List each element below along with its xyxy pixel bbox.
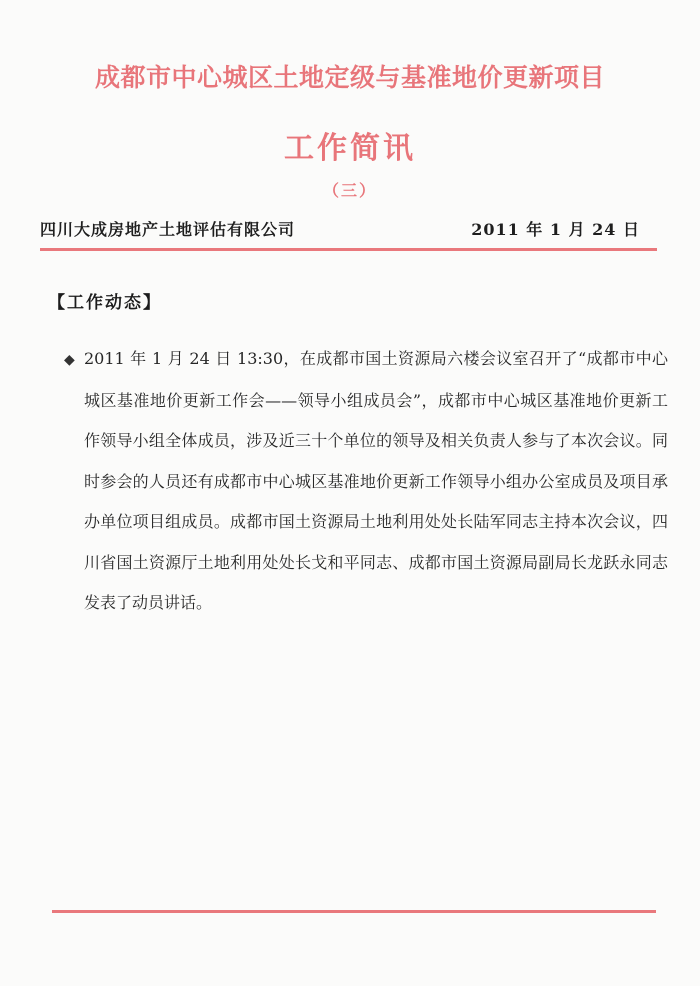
diamond-bullet-icon: ◆ [64,352,75,368]
footer-divider [52,910,656,913]
bulletin-title: 工作简讯 [284,131,416,166]
section-heading: 【工作动态】 [48,293,162,313]
issue-number: （三） [322,181,377,200]
masthead-meta [40,217,660,243]
company-name: 四川大成房地产土地评估有限公司 [40,220,296,239]
issue-date: 2011 年 1 月 24 日 [471,220,640,239]
news-text: 2011 年 1 月 24 日 13:30，在成都市国土资源局六楼会议室召开了“成都市中心城区基准地价更新工作会——领导小组成员会”，成都市中心城区基准地价更新工作领导小组全体成员，涉及近三十个单位的领导及相关负责人参与了本次会议。同时参会的人员还有成都市中心城区基准地价更新工作领导小组办公室成员及项目承办单位项目组成员。成都市国土资源局土地利用处处长陆军同志主持本次会议，四川省国土资源厅土地利用处处长戈和平同志、成都市国土资源局副局长龙跃永同志发表了动员讲话。 [84,349,668,612]
news-paragraph [64,339,668,624]
header-divider [40,248,657,251]
project-title: 成都市中心城区土地定级与基准地价更新项目 [94,63,605,92]
